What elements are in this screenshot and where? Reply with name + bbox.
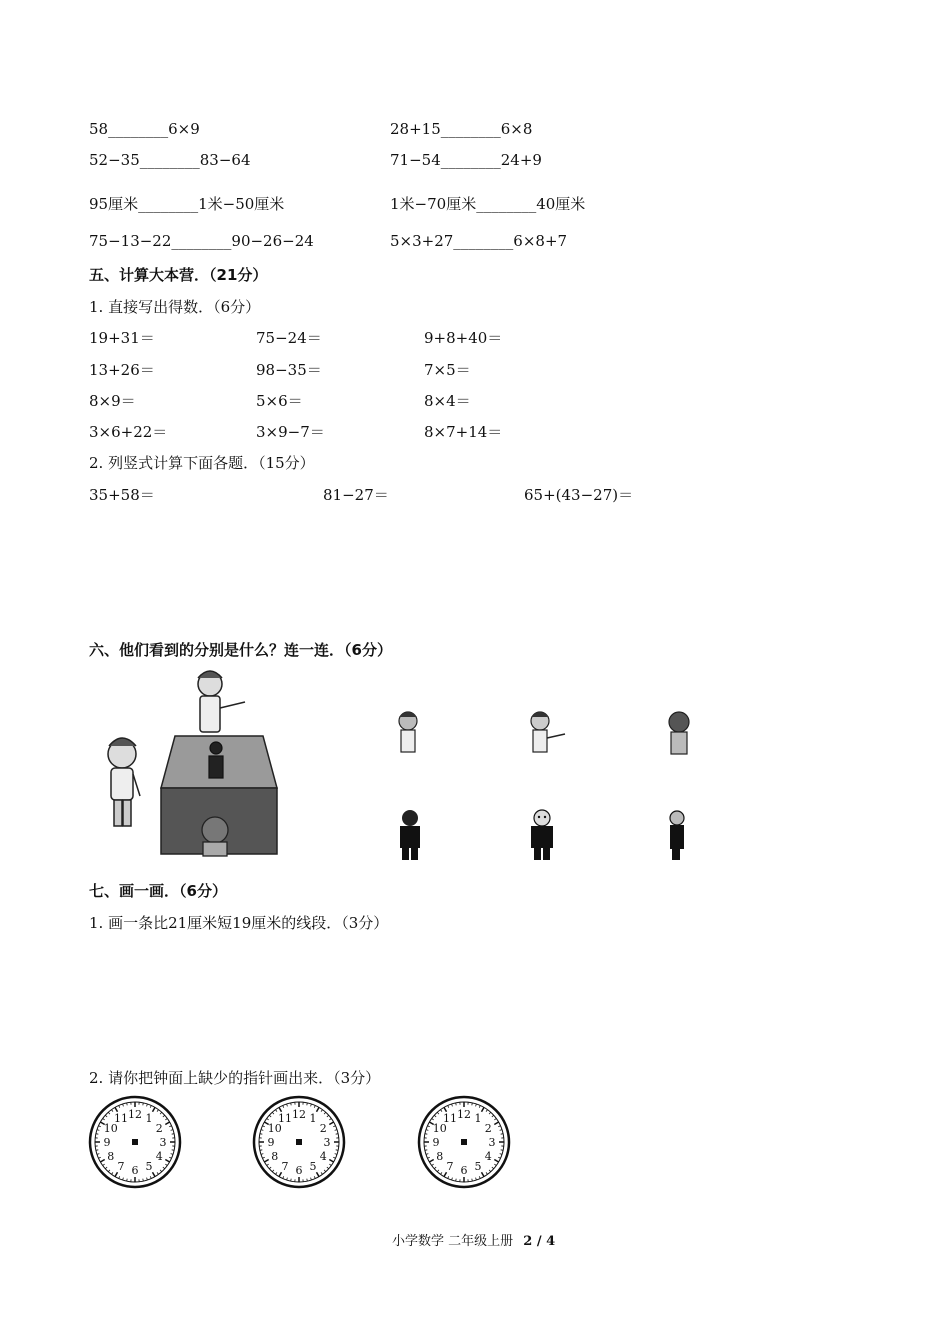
calc-item: 9+8+40＝: [424, 329, 503, 347]
clock-number: 10: [267, 1122, 282, 1135]
question-text: 2. 列竖式计算下面各题．（15分）: [89, 454, 315, 472]
clock-tick: [96, 1134, 98, 1135]
clock-center-dot: [296, 1139, 302, 1145]
clock-tick: [425, 1150, 427, 1151]
left-boy-figure: [108, 738, 140, 826]
clock-tick: [456, 1103, 457, 1105]
footer-text: 小学数学 二年级上册: [392, 1234, 514, 1249]
clock-number: 5: [309, 1160, 317, 1174]
clock-number: 9: [267, 1136, 275, 1149]
calc-item: 98−35＝: [256, 361, 322, 379]
clock-tick: [143, 1103, 144, 1105]
calc-item: 8×4＝: [424, 392, 471, 410]
clock-number: 3: [159, 1136, 167, 1149]
compare-item: 58________6×9: [89, 120, 200, 138]
clock-tick: [127, 1179, 128, 1181]
option-figure-back: [665, 710, 695, 760]
clock-face: [252, 1095, 346, 1189]
option-figure-side-dark: [665, 808, 689, 862]
clock-tick: [260, 1134, 262, 1135]
clock-number: 10: [432, 1122, 447, 1135]
clock-number: 6: [460, 1164, 468, 1177]
compare-item: 1米−70厘米________40厘米: [390, 195, 586, 213]
clock-face: [88, 1095, 182, 1189]
clock-number: 11: [443, 1111, 457, 1125]
section-title: 七、画一画．（6分）: [89, 882, 227, 900]
clock-number: 7: [117, 1160, 125, 1174]
page-footer: [392, 1230, 555, 1249]
clock-number: 3: [488, 1136, 496, 1149]
calc-item: 5×6＝: [256, 392, 303, 410]
clock-tick: [307, 1179, 308, 1181]
clock-number: 7: [281, 1160, 289, 1174]
vertical-calc-item: 65+(43−27)＝: [524, 486, 634, 504]
clock-number: 5: [145, 1160, 153, 1174]
calc-item: 8×7+14＝: [424, 423, 503, 441]
clock-tick: [472, 1179, 473, 1181]
clock-number: 4: [484, 1150, 492, 1163]
clock-number: 6: [295, 1164, 303, 1177]
calc-item: 19+31＝: [89, 329, 155, 347]
vertical-calc-item: 81−27＝: [323, 486, 389, 504]
clock-number: 8: [107, 1150, 115, 1163]
clock-face: [417, 1095, 511, 1189]
clock-number: 11: [278, 1111, 292, 1125]
calc-item: 7×5＝: [424, 361, 471, 379]
clock-number: 12: [457, 1108, 471, 1121]
calc-item: 3×9−7＝: [256, 423, 325, 441]
clock-center-dot: [461, 1139, 467, 1145]
clock-number: 9: [103, 1136, 111, 1149]
compare-item: 75−13−22________90−26−24: [89, 232, 314, 250]
clock-number: 3: [323, 1136, 331, 1149]
option-figure-front-dark: [525, 808, 559, 862]
clock-number: 1: [309, 1111, 317, 1125]
clock-tick: [456, 1179, 457, 1181]
section-title: 六、他们看到的分别是什么？连一连．（6分）: [89, 641, 392, 659]
clock-number: 2: [484, 1122, 492, 1135]
clock-tick: [501, 1134, 503, 1135]
option-figure-front: [525, 710, 569, 760]
clock-tick: [96, 1150, 98, 1151]
clock-center-dot: [132, 1139, 138, 1145]
clock-number: 4: [155, 1150, 163, 1163]
question-text: 2. 请你把钟面上缺少的指针画出来．（3分）: [89, 1069, 381, 1087]
option-figure-side: [395, 710, 425, 760]
clock-tick: [501, 1150, 503, 1151]
clock-number: 6: [131, 1164, 139, 1177]
clock-tick: [127, 1103, 128, 1105]
clock-number: 1: [474, 1111, 482, 1125]
clock-number: 2: [155, 1122, 163, 1135]
vertical-calc-item: 35+58＝: [89, 486, 155, 504]
clock-tick: [472, 1103, 473, 1105]
clock-tick: [291, 1179, 292, 1181]
clock-tick: [336, 1134, 338, 1135]
clock-number: 4: [319, 1150, 327, 1163]
clock-tick: [260, 1150, 262, 1151]
clock-number: 11: [114, 1111, 128, 1125]
calc-item: 13+26＝: [89, 361, 155, 379]
clock-number: 7: [446, 1160, 454, 1174]
calc-item: 8×9＝: [89, 392, 136, 410]
compare-item: 28+15________6×8: [390, 120, 533, 138]
calc-item: 3×6+22＝: [89, 423, 168, 441]
clock-tick: [143, 1179, 144, 1181]
compare-item: 52−35________83−64: [89, 151, 251, 169]
clock-number: 9: [432, 1136, 440, 1149]
question-text: 1. 直接写出得数．（6分）: [89, 298, 261, 316]
front-child-head: [202, 817, 228, 856]
clock-number: 10: [103, 1122, 118, 1135]
clock-number: 12: [128, 1108, 142, 1121]
clock-tick: [291, 1103, 292, 1105]
clock-number: 8: [271, 1150, 279, 1163]
clock-number: 5: [474, 1160, 482, 1174]
page-number: 2 / 4: [523, 1234, 556, 1249]
calc-item: 75−24＝: [256, 329, 322, 347]
question-text: 1. 画一条比21厘米短19厘米的线段．（3分）: [89, 914, 389, 932]
scene-illustration: [95, 670, 295, 860]
top-boy-figure: [198, 671, 245, 732]
clock-tick: [172, 1150, 174, 1151]
compare-item: 5×3+27________6×8+7: [390, 232, 568, 250]
clock-number: 1: [145, 1111, 153, 1125]
clock-tick: [336, 1150, 338, 1151]
clock-number: 8: [436, 1150, 444, 1163]
clock-number: 2: [319, 1122, 327, 1135]
clock-tick: [172, 1134, 174, 1135]
clock-tick: [425, 1134, 427, 1135]
clock-tick: [307, 1103, 308, 1105]
clock-number: 12: [292, 1108, 306, 1121]
compare-item: 71−54________24+9: [390, 151, 542, 169]
object-on-table: [209, 742, 223, 778]
compare-item: 95厘米________1米−50厘米: [89, 195, 285, 213]
option-figure-back-dark: [395, 808, 425, 862]
section-title: 五、计算大本营．（21分）: [89, 266, 268, 284]
